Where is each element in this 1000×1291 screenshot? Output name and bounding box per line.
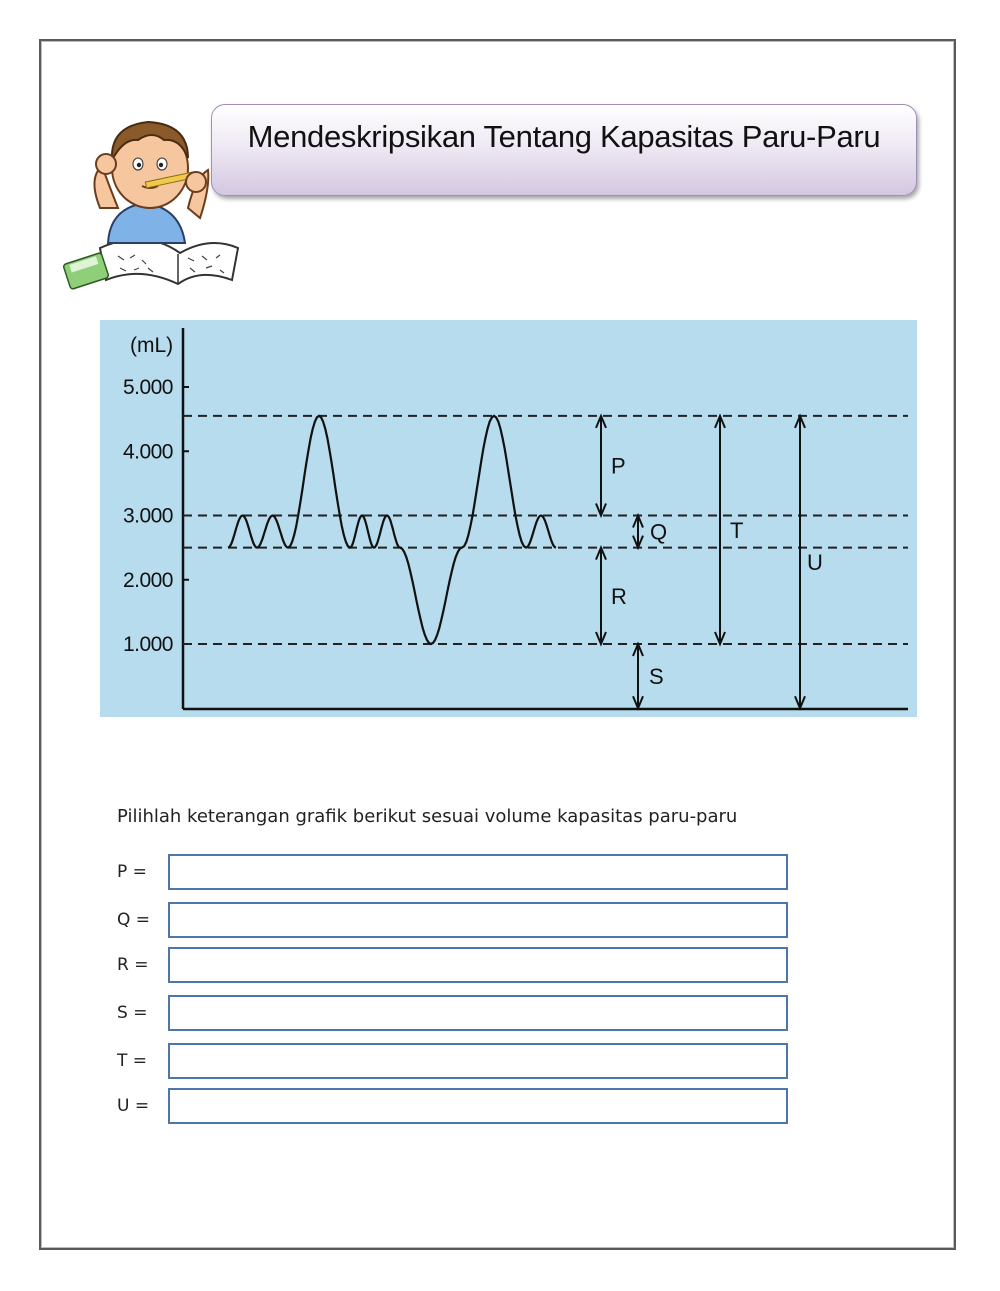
arrow-p-label: P	[611, 453, 626, 479]
answer-label-p: P =	[117, 862, 147, 882]
y-tick-label: 5.000	[122, 376, 173, 399]
lung-capacity-chart	[100, 320, 917, 717]
answer-row-q	[117, 902, 797, 942]
arrow-q-label: Q	[650, 519, 668, 545]
answer-input-r[interactable]	[168, 947, 788, 983]
arrow-t-label: T	[730, 517, 744, 543]
answer-input-t[interactable]	[168, 1043, 788, 1079]
arrow-r-label: R	[611, 583, 627, 609]
y-tick-label: 3.000	[122, 504, 173, 528]
y-axis-unit-label: (mL)	[130, 334, 174, 357]
answer-row-p	[117, 854, 797, 894]
y-tick-label: 1.000	[122, 633, 173, 656]
answer-row-r	[117, 947, 797, 987]
answer-input-u[interactable]	[168, 1088, 788, 1124]
answer-row-s	[117, 995, 797, 1035]
answer-row-t	[117, 1043, 797, 1083]
answer-label-u: U =	[117, 1096, 150, 1116]
page-title: Mendeskripsikan Tentang Kapasitas Paru-Paru	[247, 119, 881, 154]
answer-input-s[interactable]	[168, 995, 788, 1031]
answer-input-q[interactable]	[168, 902, 788, 938]
answer-row-u	[117, 1088, 797, 1128]
y-tick-label: 4.000	[122, 440, 173, 464]
instruction-text: Pilihlah keterangan grafik berikut sesuai volume kapasitas paru-paru	[117, 806, 738, 827]
chart-background	[100, 320, 917, 717]
title-banner	[211, 104, 917, 196]
answer-input-p[interactable]	[168, 854, 788, 890]
arrow-s-label: S	[649, 664, 664, 690]
answer-label-r: R =	[117, 955, 149, 975]
answer-label-s: S =	[117, 1003, 148, 1023]
answer-label-t: T =	[117, 1051, 148, 1071]
arrow-u-label: U	[807, 550, 823, 576]
y-tick-label: 2.000	[122, 568, 173, 592]
answer-label-q: Q =	[117, 910, 151, 930]
